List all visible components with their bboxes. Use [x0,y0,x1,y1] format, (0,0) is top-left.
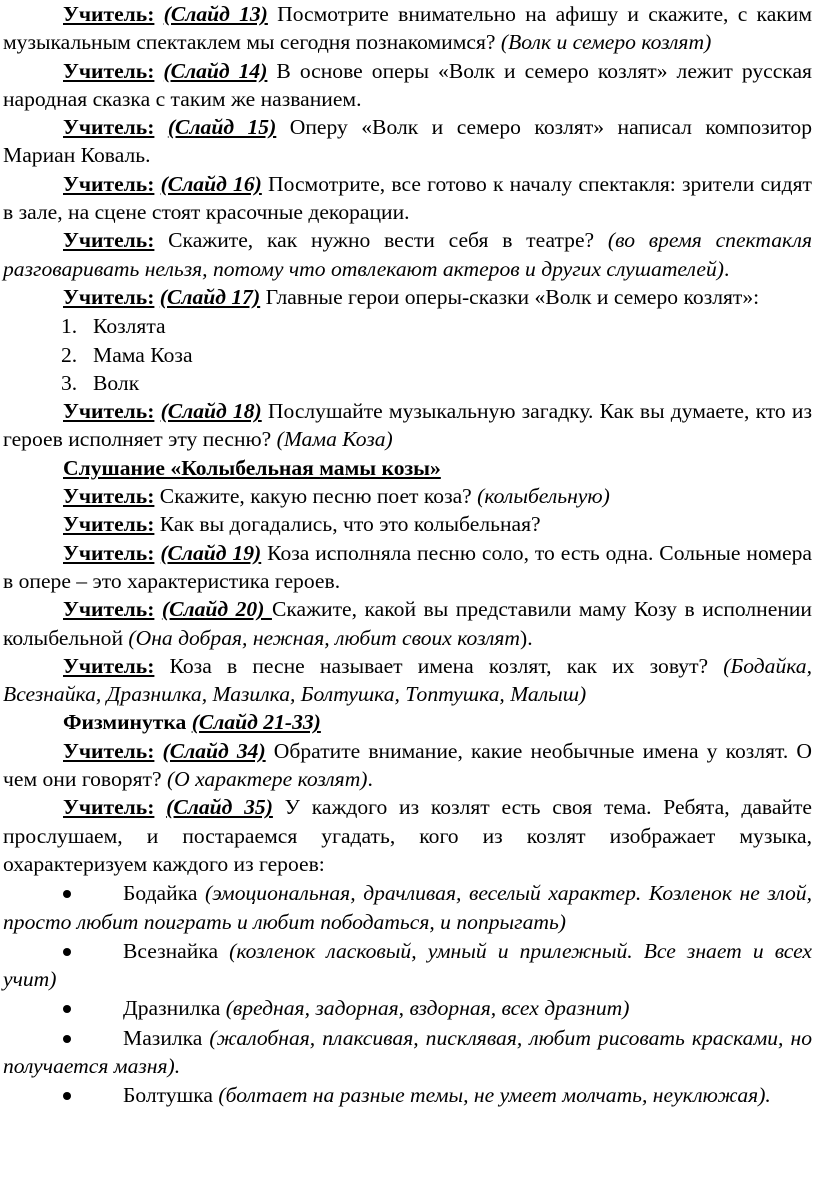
teacher-label: Учитель: [63,228,155,253]
list-text: Козлята [93,314,166,339]
teacher-label: Учитель: [63,2,155,26]
kid-description: (болтает на разные темы, не умеет молчать, неуклюжая). [218,1083,771,1108]
bullet-icon [63,890,71,898]
paragraph-text: Обратите внимание, какие необычные имена у козлят. О чем они говорят? [3,738,812,792]
paragraph-tail: . [367,767,373,792]
fizminutka-label: Физминутка [63,710,187,735]
kid-name: Бодайка [123,881,206,906]
kid-name: Всезнайка [123,938,230,963]
listening-title: Слушание «Колыбельная мамы козы» [63,455,441,480]
slide-ref: (Слайд 20) [161,597,272,622]
answer-text: (Бодайка, Всезнайка, Дразнилка, Мазилка, Болтушка, Топтушка, Малыш) [3,653,812,707]
paragraph-text: У каждого из козлят есть своя тема. Ребята, давайте прослушаем, и постараемся угадать, кого из козлят изображает музыка, охарактеризуем каждого из героев: [3,795,813,876]
list-text: Мама Коза [93,342,193,367]
paragraph-text: Скажите, как нужно вести себя в театре? [154,228,608,253]
paragraph-text: Послушайте музыкальную загадку. Как вы думаете, кто из героев исполняет эту песню? [3,399,812,452]
slide-ref: (Слайд 14) [163,58,268,83]
list-item [3,341,812,369]
paragraph-slide-17 [3,283,812,311]
kid-description: (эмоциональная, драчливая, веселый характер. Козленок не злой, просто любит поиграть и любит пободаться, и попрыгать) [3,881,812,934]
bullet-item [3,994,812,1022]
paragraph-slide-19 [3,539,812,596]
bullet-icon [63,1035,71,1043]
paragraph-lullaby-question [3,510,812,538]
listening-heading [3,454,812,482]
slide-ref: (Слайд 18) [160,399,262,424]
paragraph-tail: . [724,256,730,281]
answer-text: (во время спектакля разговаривать нельзя, потому что отвлекают актеров и других слушателей) [3,228,812,281]
teacher-label: Учитель: [63,795,155,820]
slide-ref: (Слайд 17) [159,284,261,309]
paragraph-tail: ). [520,625,533,650]
list-number: 3. [61,370,78,395]
paragraph-text: Коза исполняла песню соло, то есть одна. Сольные номера в опере – это характеристика героев. [3,540,812,593]
bullet-item [3,1081,812,1109]
bullet-item [3,937,812,994]
paragraph-text: Коза в песне называет имена козлят, как их зовут? [154,653,724,678]
bullet-icon [63,948,71,956]
slide-ref: (Слайд 19) [160,540,262,565]
paragraph-slide-35 [3,793,812,878]
slide-ref: (Слайд 15) [167,115,277,140]
teacher-label: Учитель: [63,653,155,678]
list-number: 2. [61,342,78,367]
paragraph-song-question [3,482,812,510]
answer-text: (О характере козлят) [166,767,368,792]
list-text: Волк [93,370,140,395]
kid-name: Мазилка [123,1025,210,1050]
teacher-label: Учитель: [63,171,155,196]
teacher-label: Учитель: [63,284,155,309]
list-item [3,369,812,397]
paragraph-theatre-behaviour [3,226,812,283]
bullet-item [3,879,812,936]
teacher-label: Учитель: [63,738,155,763]
kid-description: (вредная, задорная, вздорная, всех дразнит) [225,996,630,1021]
slide-ref: (Слайд 16) [160,171,262,196]
bullet-item [3,1024,812,1081]
paragraph-text: Главные герои оперы-сказки «Волк и семеро козлят»: [260,284,760,309]
paragraph-text: Скажите, какую песню поет коза? [154,484,478,509]
teacher-label: Учитель: [63,540,155,565]
teacher-label: Учитель: [63,512,155,537]
bullet-icon [63,1092,71,1100]
list-number: 1. [61,314,78,339]
kid-name: Болтушка [123,1083,219,1108]
paragraph-slide-15 [3,113,812,170]
list-item [3,312,812,340]
paragraph-slide-14 [3,57,812,114]
teacher-label: Учитель: [63,484,155,509]
answer-text: (Мама Коза) [276,427,393,452]
answer-text: (Она добрая, нежная, любит своих козлят [128,625,521,650]
paragraph-text: Как вы догадались, что это колыбельная? [154,512,541,537]
paragraph-slide-20 [3,595,812,652]
paragraph-text: Оперу «Волк и семеро козлят» написал композитор Мариан Коваль. [3,115,812,168]
kid-name: Дразнилка [123,996,226,1021]
slide-ref: (Слайд 34) [162,738,266,763]
paragraph-slide-13 [3,0,812,57]
paragraph-slide-18 [3,397,812,454]
paragraph-text: В основе оперы «Волк и семеро козлят» лежит русская народная сказка с таким же названием. [3,58,812,111]
answer-text: (Волк и семеро козлят) [500,30,712,55]
slide-ref: (Слайд 21-33) [191,710,321,735]
paragraph-slide-34 [3,737,812,794]
slide-ref: (Слайд 35) [166,795,273,820]
slide-ref: (Слайд 13) [163,2,268,26]
paragraph-kid-names [3,652,812,709]
teacher-label: Учитель: [63,597,155,622]
teacher-label: Учитель: [63,115,155,140]
answer-text: (колыбельную) [477,484,610,509]
paragraph-text: Посмотрите внимательно на афишу и скажите, с каким музыкальным спектаклем мы сегодня познакомимся? [3,2,812,55]
paragraph-text: Скажите, какой вы представили маму Козу в исполнении колыбельной [3,597,812,650]
paragraph-slide-16 [3,170,812,227]
teacher-label: Учитель: [63,58,155,83]
bullet-icon [63,1005,71,1013]
paragraph-text: Посмотрите, все готово к началу спектакля: зрители сидят в зале, на сцене стоят красочные декорации. [3,171,812,225]
kid-description: (козленок ласковый, умный и прилежный. Все знает и всех учит) [3,938,812,992]
teacher-label: Учитель: [63,399,155,424]
fizminutka-heading [3,708,812,736]
kid-description: (жалобная, плаксивая, писклявая, любит рисовать красками, но получается мазня). [3,1025,812,1078]
